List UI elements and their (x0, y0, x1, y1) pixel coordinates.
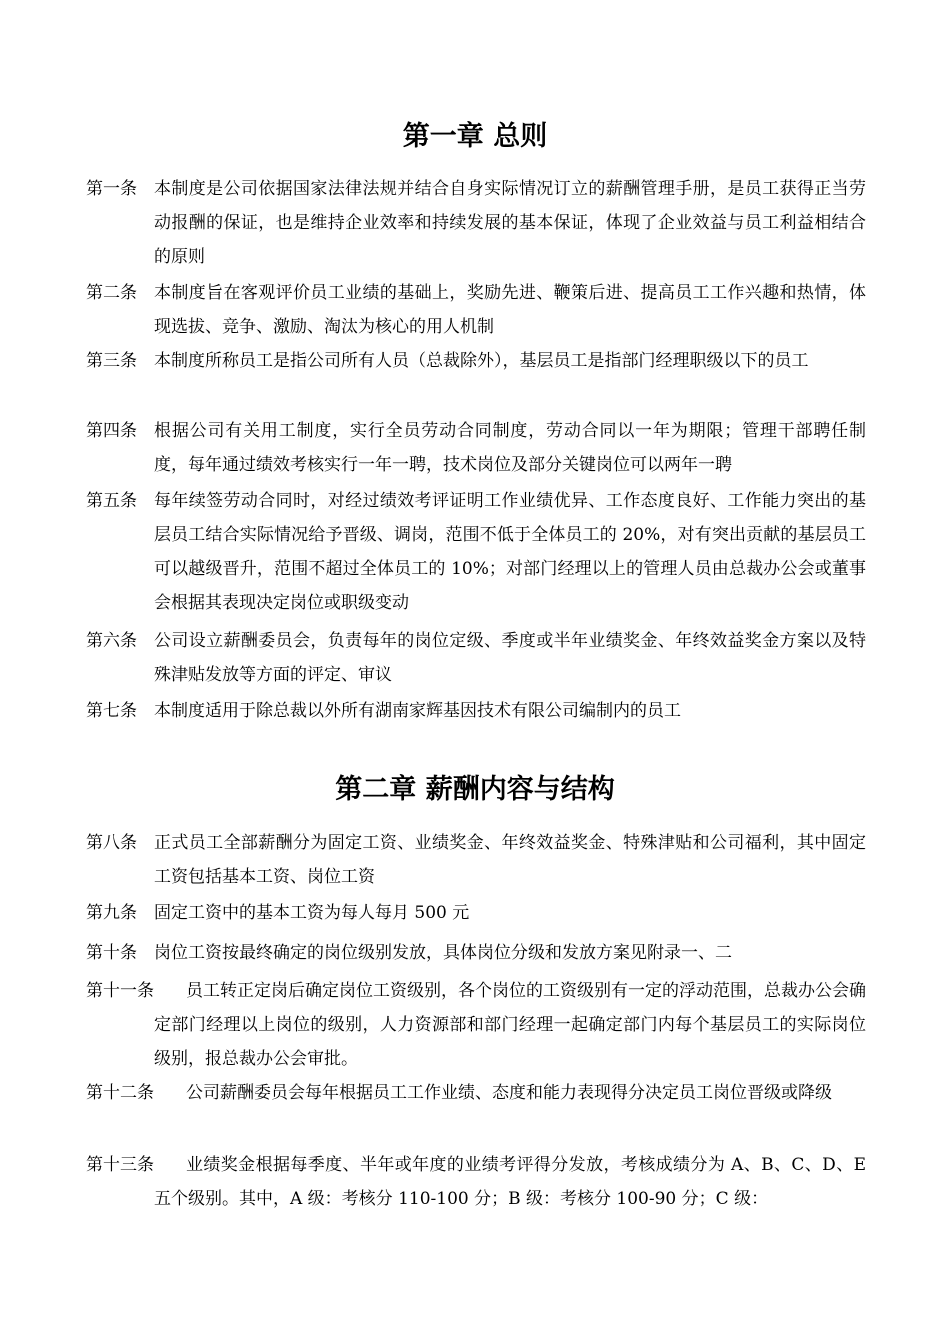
article-10 (86, 936, 866, 970)
article-text: 本制度适用于除总裁以外所有湖南家辉基因技术有限公司编制内的员工 (154, 701, 681, 721)
article-4 (86, 414, 866, 482)
article-label: 第十二条 (86, 1083, 154, 1103)
article-7 (86, 694, 866, 728)
article-text: 本制度所称员工是指公司所有人员（总裁除外），基层员工是指部门经理职级以下的员工 (154, 351, 809, 371)
article-text: 每年续签劳动合同时，对经过绩效考评证明工作业绩优异、工作态度良好、工作能力突出的基层员工结合实际情况给予晋级、调岗，范围不低于全体员工的 20%，对有突出贡献的基层员工可以越级晋升，范围不超过全体员工的 10%；对部门经理以上的管理人员由总裁办公会或董事会根据其表现决定岗位或职级变动 (154, 491, 866, 613)
article-11 (86, 974, 866, 1076)
article-5 (86, 484, 866, 620)
article-label: 第八条 (86, 833, 137, 853)
article-6 (86, 624, 866, 692)
article-text: 固定工资中的基本工资为每人每月 500 元 (154, 903, 470, 923)
article-12 (86, 1076, 866, 1110)
article-8 (86, 826, 866, 894)
chapter-2-title: 第二章 薪酬内容与结构 (335, 774, 615, 805)
article-text: 根据公司有关用工制度，实行全员劳动合同制度，劳动合同以一年为期限；管理干部聘任制度，每年通过绩效考核实行一年一聘，技术岗位及部分关键岗位可以两年一聘 (154, 421, 866, 475)
article-label: 第四条 (86, 421, 137, 441)
article-label: 第九条 (86, 903, 137, 923)
article-text: 本制度旨在客观评价员工业绩的基础上，奖励先进、鞭策后进、提高员工工作兴趣和热情，体现选拔、竞争、激励、淘汰为核心的用人机制 (154, 283, 866, 337)
article-text: 正式员工全部薪酬分为固定工资、业绩奖金、年终效益奖金、特殊津贴和公司福利，其中固定工资包括基本工资、岗位工资 (154, 833, 866, 887)
article-3 (86, 344, 866, 378)
article-text: 公司薪酬委员会每年根据员工工作业绩、态度和能力表现得分决定员工岗位晋级或降级 (186, 1083, 832, 1103)
article-label: 第二条 (86, 283, 137, 303)
article-label: 第六条 (86, 631, 137, 651)
article-1 (86, 172, 866, 274)
article-text: 公司设立薪酬委员会，负责每年的岗位定级、季度或半年业绩奖金、年终效益奖金方案以及特殊津贴发放等方面的评定、审议 (154, 631, 866, 685)
article-label: 第十条 (86, 943, 137, 963)
article-9 (86, 896, 866, 930)
article-label: 第十三条 (86, 1155, 154, 1175)
article-text: 本制度是公司依据国家法律法规并结合自身实际情况订立的薪酬管理手册，是员工获得正当劳动报酬的保证，也是维持企业效率和持续发展的基本保证，体现了企业效益与员工利益相结合的原则 (154, 179, 866, 267)
article-label: 第一条 (86, 179, 137, 199)
article-label: 第三条 (86, 351, 137, 371)
chapter-1-title: 第一章 总则 (402, 121, 548, 152)
article-13 (86, 1148, 866, 1216)
article-text: 业绩奖金根据每季度、半年或年度的业绩考评得分发放，考核成绩分为 A、B、C、D、E 五个级别。其中，A 级：考核分 110-100 分；B 级：考核分 100-90 分；C 级： (154, 1155, 866, 1209)
article-text: 岗位工资按最终确定的岗位级别发放，具体岗位分级和发放方案见附录一、二 (154, 943, 732, 963)
article-2 (86, 276, 866, 344)
article-text: 员工转正定岗后确定岗位工资级别，各个岗位的工资级别有一定的浮动范围，总裁办公会确定部门经理以上岗位的级别，人力资源部和部门经理一起确定部门内每个基层员工的实际岗位级别，报总裁办公会审批。 (154, 981, 866, 1069)
article-label: 第七条 (86, 701, 137, 721)
article-label: 第十一条 (86, 981, 154, 1001)
article-label: 第五条 (86, 491, 137, 511)
